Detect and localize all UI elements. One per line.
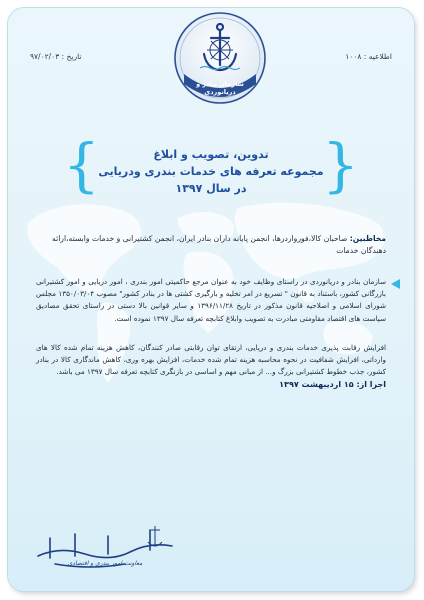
left-brace-decoration: { [63,131,100,199]
audience-section [36,233,386,257]
signature-text: معاونت امور بندری و اقتصادی [67,560,143,567]
audience-text: صاحبان کالا،فورواردرها، انجمن پایانه داران بنادر ایران، انجمن کشتیرانی و خدمات وابسته،ارائه دهندگان خدمات [52,234,386,255]
execution-date: اجرا از: ۱۵ اردیبهشت ۱۳۹۷ [279,380,386,389]
body-paragraph-1: سازمان بنادر و دریانوردی در راستای وظایف خود به عنوان مرجع حاکمیتی امور بندری ، امور دریایی و امور کشتیرانی بازرگانی کشور، باستناد به قانون " تسریع در امر تخلیه و بارگیری کشتی ها در بنادر کشور" مصوب ۱۳۵۰/۰۳/۰۴ مجلس شورای اسلامی و اصلاحیه قانون مذکور در تاریخ ۱۳۹۶/۱۱/۲۸ و سایر قوانین بالا دستی در راستای تحقق مصادیق سیاست های اقتصاد مقاومتی مبادرت به تصویب وابلاغ کتابچه تعرفه سال ۱۳۹۷ نموده است. [36,277,386,323]
organization-logo [170,10,270,110]
deputy-signature-logo [30,516,180,576]
body-paragraph-2: افزایش رقابت پذیری خدمات بندری و دریایی، ارتقای توان رقابتی صادر کنندگان، کاهش هزینه تمام شده کالا های وارداتی، افزایش شفافیت در نحوه محاسبه هزینه تمام شده خدمات، افزایش بهره وری، کاهش ماندگاری کالا در بنادر کشور، جذب خطوط کشتیرانی بزرگ و... از مبانی مهم و اساسی در بازنگری کتابچه تعرفه سال ۱۳۹۷ می باشد. [36,343,386,377]
paragraph-arrow-icon [391,279,400,289]
audience-label: مخاطبین: [349,234,386,243]
title-line-1: تدوین، تصویب و ابلاغ [153,148,269,161]
document-title [98,146,324,197]
right-brace-decoration: } [322,131,359,199]
notice-number: اطلاعیه : ۱۰۰۸ [345,52,392,61]
logo-caption: سازمان بنادر و دریانوردی [196,80,244,96]
title-line-3: در سال ۱۳۹۷ [175,182,247,195]
calligraphy-signature-icon [30,516,180,576]
notice-date: تاریخ : ۹۷/۰۲/۰۳ [30,52,82,61]
title-line-2: مجموعه تعرفه های خدمات بندری ودریایی [98,165,324,178]
notice-page [8,8,414,591]
